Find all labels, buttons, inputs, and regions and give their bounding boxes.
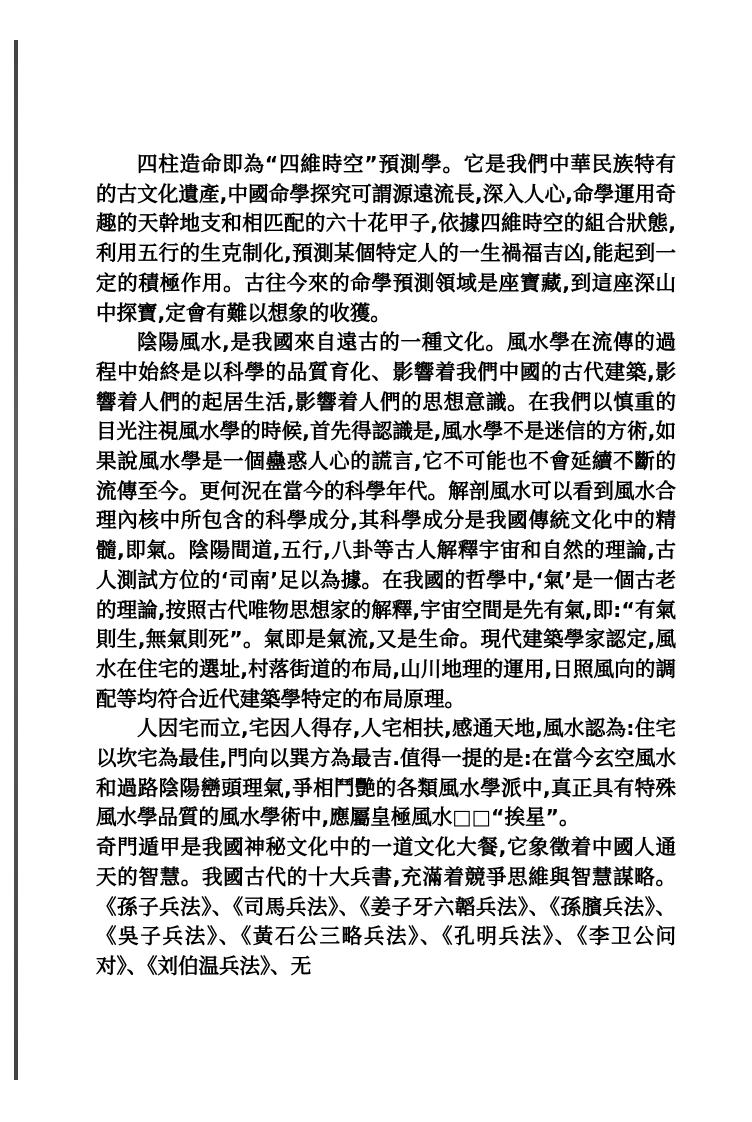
paragraph-four-pillars: 四柱造命即為“四維時空”預測學。它是我們中華民族特有的古文化遺產,中國命學探究可謂源遠流長,深入人心,命學運用奇趣的天幹地支和相匹配的六十花甲子,依據四維時空的組合狀態,利用五行的生克制化,預測某個特定人的一生禍福吉凶,能起到一定的積極作用。古往今來的命學預測領域是座寶藏,到這座深山中探寶,定會有難以想象的收獲。	[96, 152, 676, 325]
scan-edge-mark	[14, 40, 18, 1080]
paragraph-feng-shui: 陰陽風水,是我國來自遠古的一種文化。風水學在流傳的過程中始終是以科學的品質育化、影響着我們中國的古代建築,影響着人們的起居生活,影響着人們的思想意識。在我們以慎重的目光注視風水學的時候,首先得認識是,風水學不是迷信的方術,如果說風水學是一個蠱惑人心的謊言,它不可能也不會延續不斷的流傳至今。更何況在當今的科學年代。解剖風水可以看到風水合理內核中所包含的科學成分,其科學成分是我國傳統文化中的精髓,即氣。陰陽間道,五行,八卦等古人解釋宇宙和自然的理論,古人測試方位的‘司南’足以為據。在我國的哲學中,‘氣’是一個古老的理論,按照古代唯物思想家的解釋,宇宙空間是先有氣,即:“有氣則生,無氣則死”。氣即是氣流,又是生命。現代建築學家認定,風水在住宅的選址,村落街道的布局,山川地理的運用,日照風向的調配等均符合近代建築學特定的布局原理。	[96, 330, 676, 711]
paragraph-qimen-dunjia: 奇門遁甲是我國神秘文化中的一道文化大餐,它象徵着中國人通天的智慧。我國古代的十大兵書,充滿着競爭思維與智慧謀略。《孫子兵法》、《司馬兵法》、《姜子牙六韜兵法》、《孫臏兵法》、《吳子兵法》、《黃石公三略兵法》、《孔明兵法》、《李卫公问对》、《刘伯温兵法》、无	[96, 835, 676, 978]
body-text	[96, 150, 676, 982]
paragraph-residence: 人因宅而立,宅因人得存,人宅相扶,感通天地,風水認為:住宅以坎宅為最佳,門向以巽方為最吉.值得一提的是:在當今玄空風水和過路陰陽巒頭理氣,爭相鬥艷的各類風水學派中,真正具有特殊風水學品質的風水學術中,應屬皇極風水□□“挨星”。	[96, 716, 676, 830]
